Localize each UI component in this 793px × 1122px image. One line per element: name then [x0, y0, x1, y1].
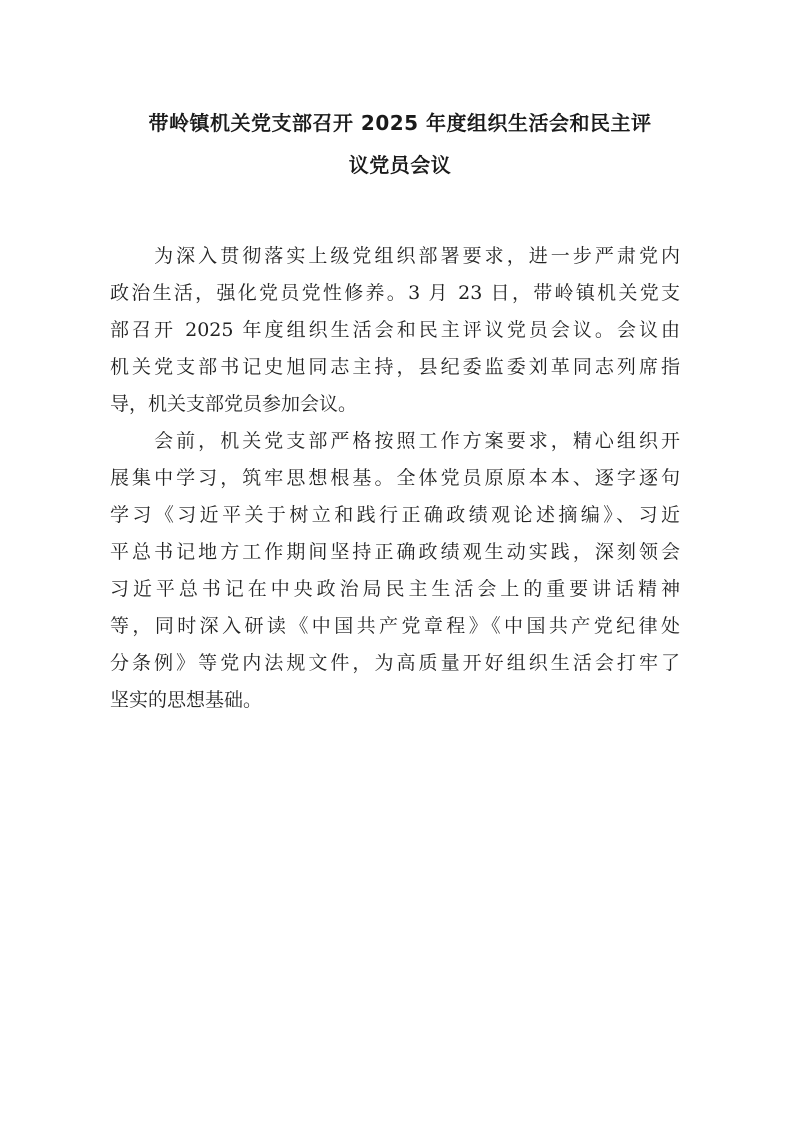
- paragraph-2-line: 分条例》等党内法规文件，为高质量开好组织生活会打牢了: [110, 652, 680, 674]
- paragraph-1-line: 机关党支部书记史旭同志主持，县纪委监委刘革同志列席指: [110, 356, 680, 378]
- title-line-2: 议党员会议: [348, 153, 452, 177]
- document-title: [110, 102, 690, 186]
- paragraph-1: [110, 238, 680, 423]
- paragraph-2-line: 等，同时深入研读《中国共产党章程》《中国共产党纪律处: [110, 615, 680, 637]
- paragraph-1-line: 政治生活，强化党员党性修养。3 月 23 日，带岭镇机关党支: [110, 282, 680, 304]
- paragraph-2: [110, 423, 680, 719]
- paragraph-2-line: 展集中学习，筑牢思想根基。全体党员原原本本、逐字逐句: [110, 467, 680, 489]
- paragraph-2-line: 坚实的思想基础。: [110, 689, 263, 711]
- paragraph-2-line: 平总书记地方工作期间坚持正确政绩观生动实践，深刻领会: [110, 541, 680, 563]
- paragraph-1-line: 导，机关支部党员参加会议。: [110, 393, 358, 415]
- paragraph-2-line: 会前，机关党支部严格按照工作方案要求，精心组织开: [110, 430, 680, 452]
- document-body: [110, 238, 680, 719]
- paragraph-2-line: 学习《习近平关于树立和践行正确政绩观论述摘编》、习近: [110, 504, 680, 526]
- paragraph-1-line: 部召开 2025 年度组织生活会和民主评议党员会议。会议由: [110, 319, 680, 341]
- paragraph-2-line: 习近平总书记在中央政治局民主生活会上的重要讲话精神: [110, 578, 680, 600]
- paragraph-1-line: 为深入贯彻落实上级党组织部署要求，进一步严肃党内: [110, 245, 680, 267]
- title-line-1: 带岭镇机关党支部召开 2025 年度组织生活会和民主评: [148, 111, 652, 135]
